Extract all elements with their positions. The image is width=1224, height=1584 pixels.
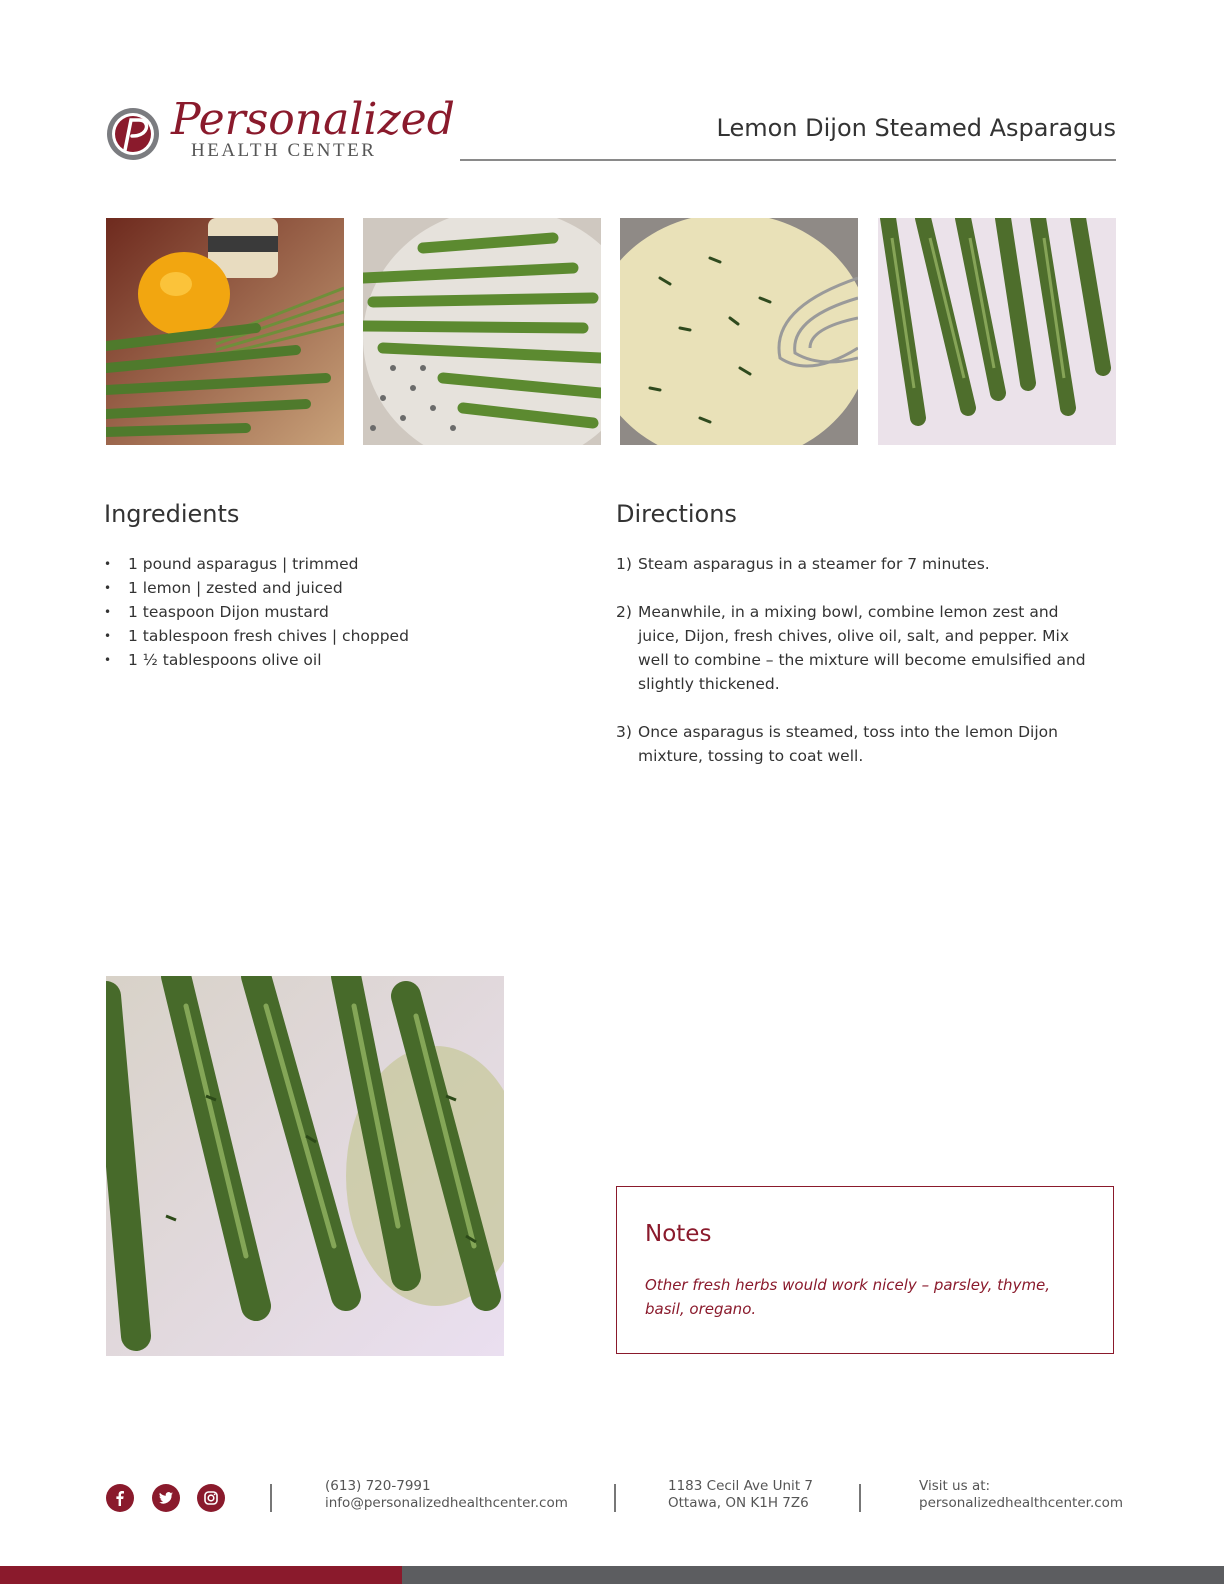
ingredients-heading: Ingredients <box>104 500 240 528</box>
direction-step: 3) Once asparagus is steamed, toss into the lemon Dijon mixture, tossing to coat well. <box>616 723 1058 765</box>
list-item: • 1 ½ tablespoons olive oil <box>104 651 322 669</box>
footer-email[interactable]: info@personalizedhealthcenter.com <box>325 1495 568 1511</box>
twitter-icon[interactable] <box>152 1484 180 1512</box>
list-item: • 1 lemon | zested and juiced <box>104 579 343 597</box>
footer-divider <box>614 1484 616 1512</box>
notes-text: Other fresh herbs would work nicely – parsley, thyme, basil, oregano. <box>645 1276 1051 1318</box>
photo-finished-dish <box>106 976 504 1356</box>
photo-ingredients <box>106 218 344 445</box>
footer-bar-red <box>0 1566 402 1584</box>
directions-list <box>616 552 1086 792</box>
logo-mark-icon <box>105 106 161 162</box>
footer-divider <box>859 1484 861 1512</box>
brand-logo <box>105 94 455 164</box>
facebook-icon[interactable] <box>106 1484 134 1512</box>
ingredients-list <box>104 552 409 672</box>
brand-subtitle: HEALTH CENTER <box>191 140 377 161</box>
list-item: • 1 tablespoon fresh chives | chopped <box>104 627 409 645</box>
directions-heading: Directions <box>616 500 737 528</box>
recipe-title: Lemon Dijon Steamed Asparagus <box>716 114 1116 142</box>
footer-website: Visit us at: personalizedhealthcenter.com <box>919 1478 1124 1511</box>
list-item: • 1 pound asparagus | trimmed <box>104 555 359 573</box>
notes-box <box>616 1186 1114 1354</box>
footer-contact <box>325 1478 568 1512</box>
footer-bar-gray <box>402 1566 1224 1584</box>
instagram-icon[interactable] <box>197 1484 225 1512</box>
photo-steamer <box>363 218 601 445</box>
footer-phone[interactable]: (613) 720-7991 <box>325 1478 431 1494</box>
list-item: • 1 teaspoon Dijon mustard <box>104 603 329 621</box>
direction-step: 2) Meanwhile, in a mixing bowl, combine lemon zest and juice, Dijon, fresh chives, olive oil, salt, and pepper. Mix well to combine – the mixture will become emulsified and slightly thickened. <box>616 603 1086 693</box>
photo-dressed-asparagus <box>878 218 1116 445</box>
header-divider <box>460 159 1116 161</box>
brand-name: Personalized <box>171 94 455 145</box>
notes-heading: Notes <box>645 1221 712 1247</box>
website-link[interactable]: personalizedhealthcenter.com <box>919 1495 1124 1511</box>
photo-dressing <box>620 218 858 445</box>
footer-address: 1183 Cecil Ave Unit 7 Ottawa, ON K1H 7Z6 <box>668 1478 813 1511</box>
direction-step: 1) Steam asparagus in a steamer for 7 minutes. <box>616 555 990 573</box>
footer-divider <box>270 1484 272 1512</box>
